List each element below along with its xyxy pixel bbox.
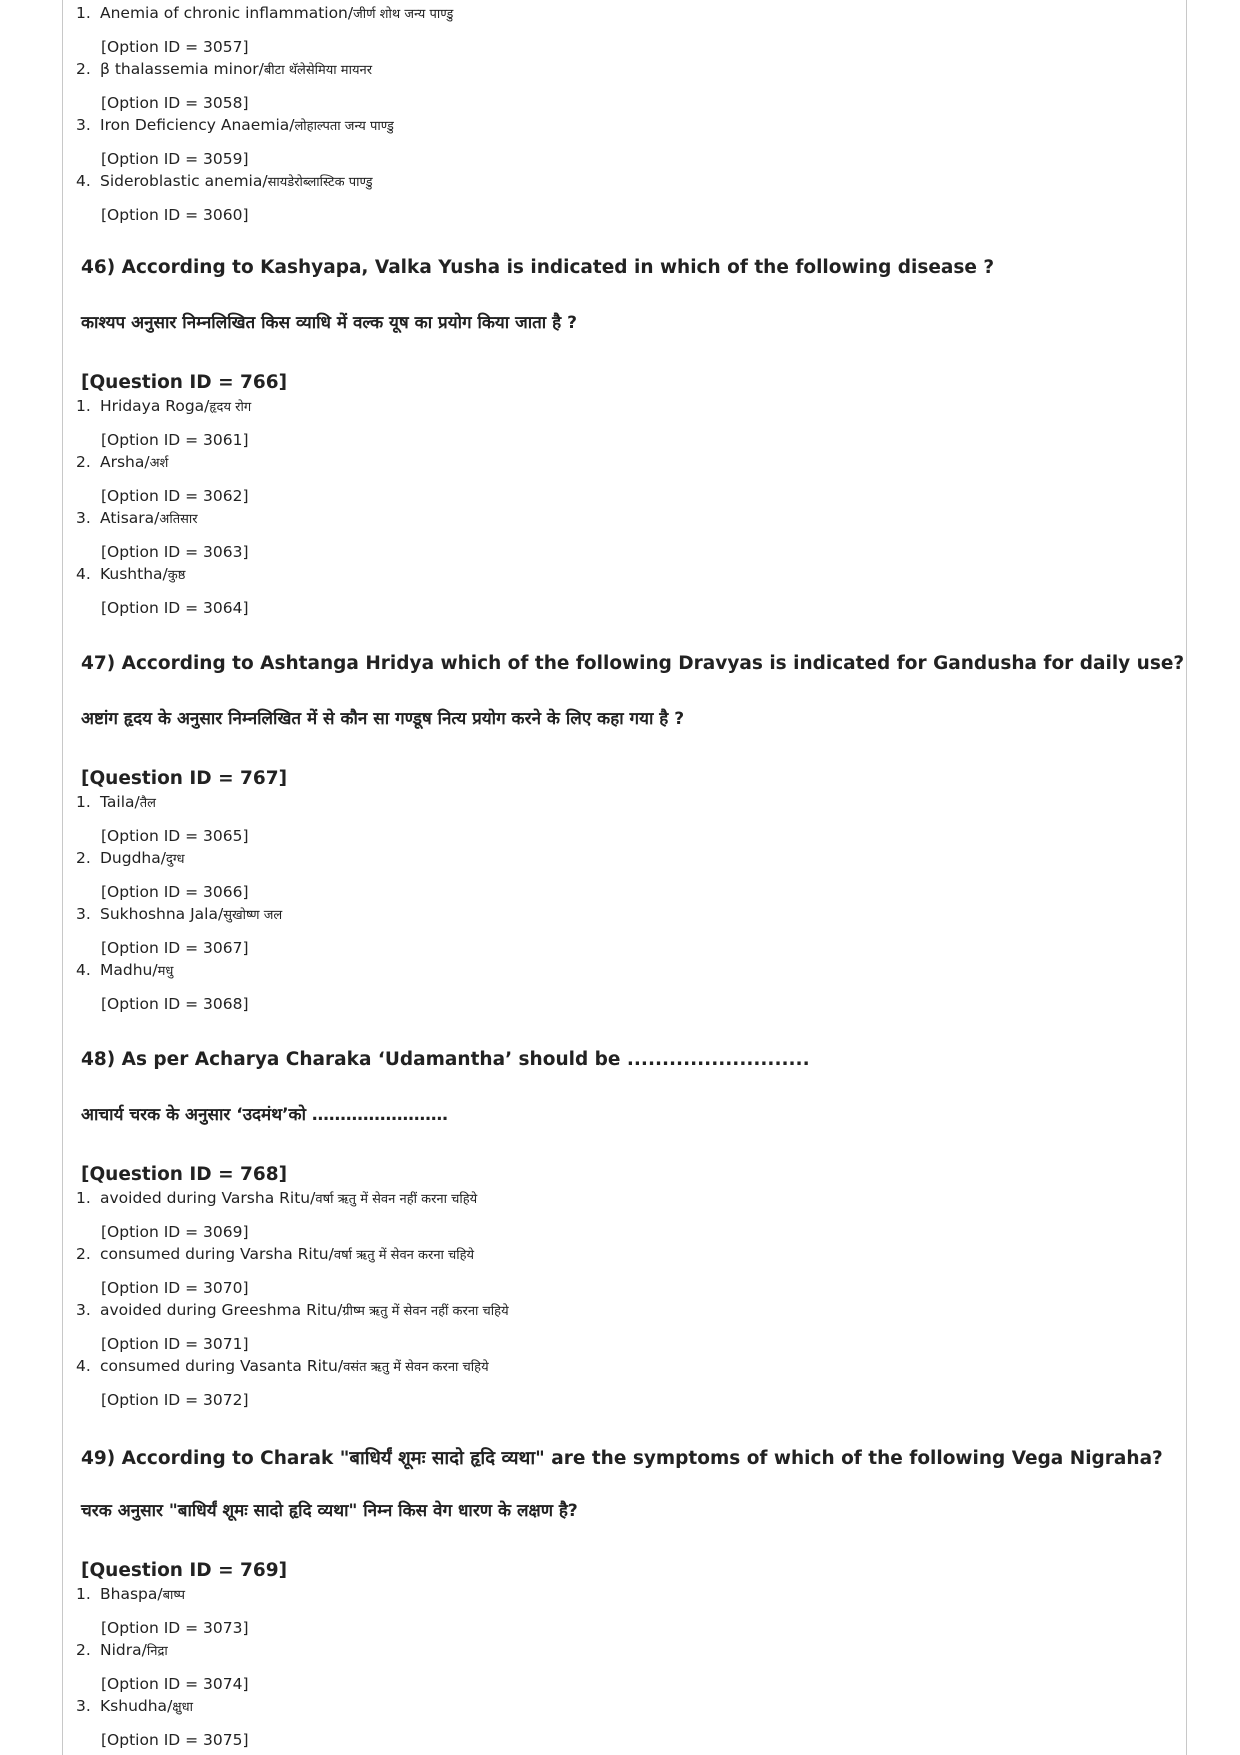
option-separator: / xyxy=(162,565,168,583)
option-number: 1. xyxy=(76,793,91,811)
option-text-english: Taila xyxy=(100,793,135,811)
option-separator: / xyxy=(310,1189,316,1207)
option-text-hindi: बीटा थॅलेसेमिया मायनर xyxy=(263,63,373,78)
option-number: 4. xyxy=(76,1357,91,1375)
question-title: 48) As per Acharya Charaka ‘Udamantha’ should be .......................... xyxy=(81,1049,810,1070)
option-text-english: Hridaya Roga xyxy=(100,397,205,415)
option-row[interactable] xyxy=(76,509,198,527)
option-text-hindi: हृदय रोग xyxy=(209,400,252,415)
option-text-hindi: मधु xyxy=(157,964,174,979)
option-id: [Option ID = 3074] xyxy=(101,1675,249,1693)
option-id: [Option ID = 3072] xyxy=(101,1391,249,1409)
option-text-hindi: दुग्ध xyxy=(166,852,185,867)
option-id: [Option ID = 3070] xyxy=(101,1279,249,1297)
option-separator: / xyxy=(141,1641,147,1659)
option-id: [Option ID = 3071] xyxy=(101,1335,249,1353)
option-separator: / xyxy=(337,1357,344,1375)
option-id: [Option ID = 3059] xyxy=(101,150,249,168)
option-separator: / xyxy=(337,1301,343,1319)
option-separator: / xyxy=(144,453,150,471)
option-text-hindi: कुष्ठ xyxy=(167,568,186,583)
option-text-english: consumed during Varsha Ritu xyxy=(100,1245,329,1263)
option-number: 3. xyxy=(76,1697,91,1715)
option-id: [Option ID = 3066] xyxy=(101,883,249,901)
option-id: [Option ID = 3062] xyxy=(101,487,249,505)
option-separator: / xyxy=(262,172,268,190)
question-text-hindi: आचार्य चरक के अनुसार ‘उदमंथ’को …………………… xyxy=(81,1105,448,1125)
question-text-hindi: चरक अनुसार "बाधिर्यं शूमः सादो हृदि व्यथा" निम्न किस वेग धारण के लक्षण है? xyxy=(81,1501,578,1521)
option-number: 4. xyxy=(76,961,91,979)
option-number: 1. xyxy=(76,397,91,415)
option-row[interactable] xyxy=(76,1189,477,1207)
option-id: [Option ID = 3069] xyxy=(101,1223,249,1241)
option-text-hindi: बाष्प xyxy=(162,1588,185,1603)
option-text-hindi: सुखोष्ण जल xyxy=(223,908,283,923)
option-id: [Option ID = 3068] xyxy=(101,995,249,1013)
option-row[interactable] xyxy=(76,4,453,22)
option-separator: / xyxy=(152,961,158,979)
question-id: [Question ID = 766] xyxy=(81,372,288,393)
option-id: [Option ID = 3057] xyxy=(101,38,249,56)
option-number: 2. xyxy=(76,1245,91,1263)
option-separator: / xyxy=(217,905,224,923)
option-text-english: Kushtha xyxy=(100,565,163,583)
question-id: [Question ID = 768] xyxy=(81,1164,288,1185)
question-title: 46) According to Kashyapa, Valka Yusha is indicated in which of the following disease ? xyxy=(81,257,995,278)
option-text-hindi: अर्श xyxy=(149,456,169,471)
option-id: [Option ID = 3061] xyxy=(101,431,249,449)
question-id: [Question ID = 769] xyxy=(81,1560,288,1581)
option-row[interactable] xyxy=(76,961,173,979)
option-number: 4. xyxy=(76,565,91,583)
option-separator: / xyxy=(134,793,140,811)
option-separator: / xyxy=(258,60,264,78)
option-text-hindi: वर्षा ऋतु में सेवन करना चहिये xyxy=(333,1248,475,1263)
option-number: 3. xyxy=(76,116,91,134)
option-text-english: Bhaspa xyxy=(100,1585,158,1603)
option-separator: / xyxy=(347,4,354,22)
option-separator: / xyxy=(328,1245,334,1263)
option-text-hindi: वसंत ऋतु में सेवन करना चहिये xyxy=(343,1360,489,1375)
option-number: 1. xyxy=(76,1189,91,1207)
option-text-hindi: सायडेरोब्लास्टिक पाण्डु xyxy=(267,175,373,190)
option-text-english: Sukhoshna Jala xyxy=(100,905,218,923)
option-text-english: Kshudha xyxy=(100,1697,168,1715)
option-row[interactable] xyxy=(76,1585,185,1603)
option-row[interactable] xyxy=(76,849,185,867)
option-text-hindi: लोहाल्पता जन्य पाण्डु xyxy=(294,119,394,134)
option-text-english: Nidra xyxy=(100,1641,142,1659)
question-title: 47) According to Ashtanga Hridya which of the following Dravyas is indicated for Gandusha for daily use? xyxy=(81,653,1185,674)
option-separator: / xyxy=(160,849,166,867)
option-row[interactable] xyxy=(76,793,156,811)
option-id: [Option ID = 3063] xyxy=(101,543,249,561)
option-row[interactable] xyxy=(76,1301,509,1319)
option-row[interactable] xyxy=(76,172,373,190)
option-text-english: Arsha xyxy=(100,453,145,471)
option-separator: / xyxy=(167,1697,173,1715)
option-text-hindi: अतिसार xyxy=(159,512,198,527)
option-text-english: avoided during Greeshma Ritu xyxy=(100,1301,338,1319)
option-id: [Option ID = 3067] xyxy=(101,939,249,957)
option-separator: / xyxy=(204,397,210,415)
question-text-hindi: काश्यप अनुसार निम्नलिखित किस व्याधि में वल्क यूष का प्रयोग किया जाता है ? xyxy=(81,313,577,333)
option-id: [Option ID = 3064] xyxy=(101,599,249,617)
question-title: 49) According to Charak "बाधिर्यं शूमः सादो हृदि व्यथा" are the symptoms of which of the following Vega Nigraha? xyxy=(81,1448,1163,1469)
option-text-hindi: ग्रीष्म ऋतु में सेवन नहीं करना चहिये xyxy=(342,1304,509,1319)
option-row[interactable] xyxy=(76,1357,489,1375)
option-text-english: Sideroblastic anemia xyxy=(100,172,263,190)
option-text-english: Madhu xyxy=(100,961,153,979)
option-id: [Option ID = 3075] xyxy=(101,1731,249,1749)
option-number: 1. xyxy=(76,1585,91,1603)
option-number: 3. xyxy=(76,905,91,923)
option-id: [Option ID = 3073] xyxy=(101,1619,249,1637)
option-text-hindi: तैल xyxy=(139,796,156,811)
question-text-hindi: अष्टांग हृदय के अनुसार निम्नलिखित में से कौन सा गण्डूष नित्य प्रयोग करने के लिए कहा गया है ? xyxy=(81,709,685,729)
option-row[interactable] xyxy=(76,60,372,78)
option-number: 2. xyxy=(76,1641,91,1659)
option-id: [Option ID = 3058] xyxy=(101,94,249,112)
option-row[interactable] xyxy=(76,905,282,923)
option-text-english: consumed during Vasanta Ritu xyxy=(100,1357,338,1375)
option-row[interactable] xyxy=(76,116,394,134)
option-number: 3. xyxy=(76,1301,91,1319)
option-separator: / xyxy=(289,116,295,134)
option-row[interactable] xyxy=(76,1245,474,1263)
option-text-english: avoided during Varsha Ritu xyxy=(100,1189,311,1207)
option-separator: / xyxy=(154,509,160,527)
question-id: [Question ID = 767] xyxy=(81,768,288,789)
option-text-english: Dugdha xyxy=(100,849,161,867)
option-text-english: Atisara xyxy=(100,509,155,527)
option-text-english: Iron Deficiency Anaemia xyxy=(100,116,290,134)
option-row[interactable] xyxy=(76,1641,168,1659)
option-number: 2. xyxy=(76,453,91,471)
option-number: 4. xyxy=(76,172,91,190)
option-number: 3. xyxy=(76,509,91,527)
option-text-english: β thalassemia minor xyxy=(100,60,259,78)
option-row[interactable] xyxy=(76,1697,193,1715)
option-text-english: Anemia of chronic inflammation xyxy=(100,4,348,22)
option-id: [Option ID = 3065] xyxy=(101,827,249,845)
option-row[interactable] xyxy=(76,453,168,471)
option-number: 1. xyxy=(76,4,91,22)
page-border-left xyxy=(62,0,63,1755)
page-border-right xyxy=(1186,0,1187,1755)
option-number: 2. xyxy=(76,60,91,78)
option-text-hindi: क्षुधा xyxy=(172,1700,193,1715)
option-id: [Option ID = 3060] xyxy=(101,206,249,224)
option-text-hindi: निद्रा xyxy=(146,1644,168,1659)
option-row[interactable] xyxy=(76,565,185,583)
option-number: 2. xyxy=(76,849,91,867)
option-text-hindi: जीर्ण शोथ जन्य पाण्डु xyxy=(353,7,454,22)
option-separator: / xyxy=(157,1585,163,1603)
option-text-hindi: वर्षा ऋतु में सेवन नहीं करना चहिये xyxy=(315,1192,478,1207)
option-row[interactable] xyxy=(76,397,251,415)
